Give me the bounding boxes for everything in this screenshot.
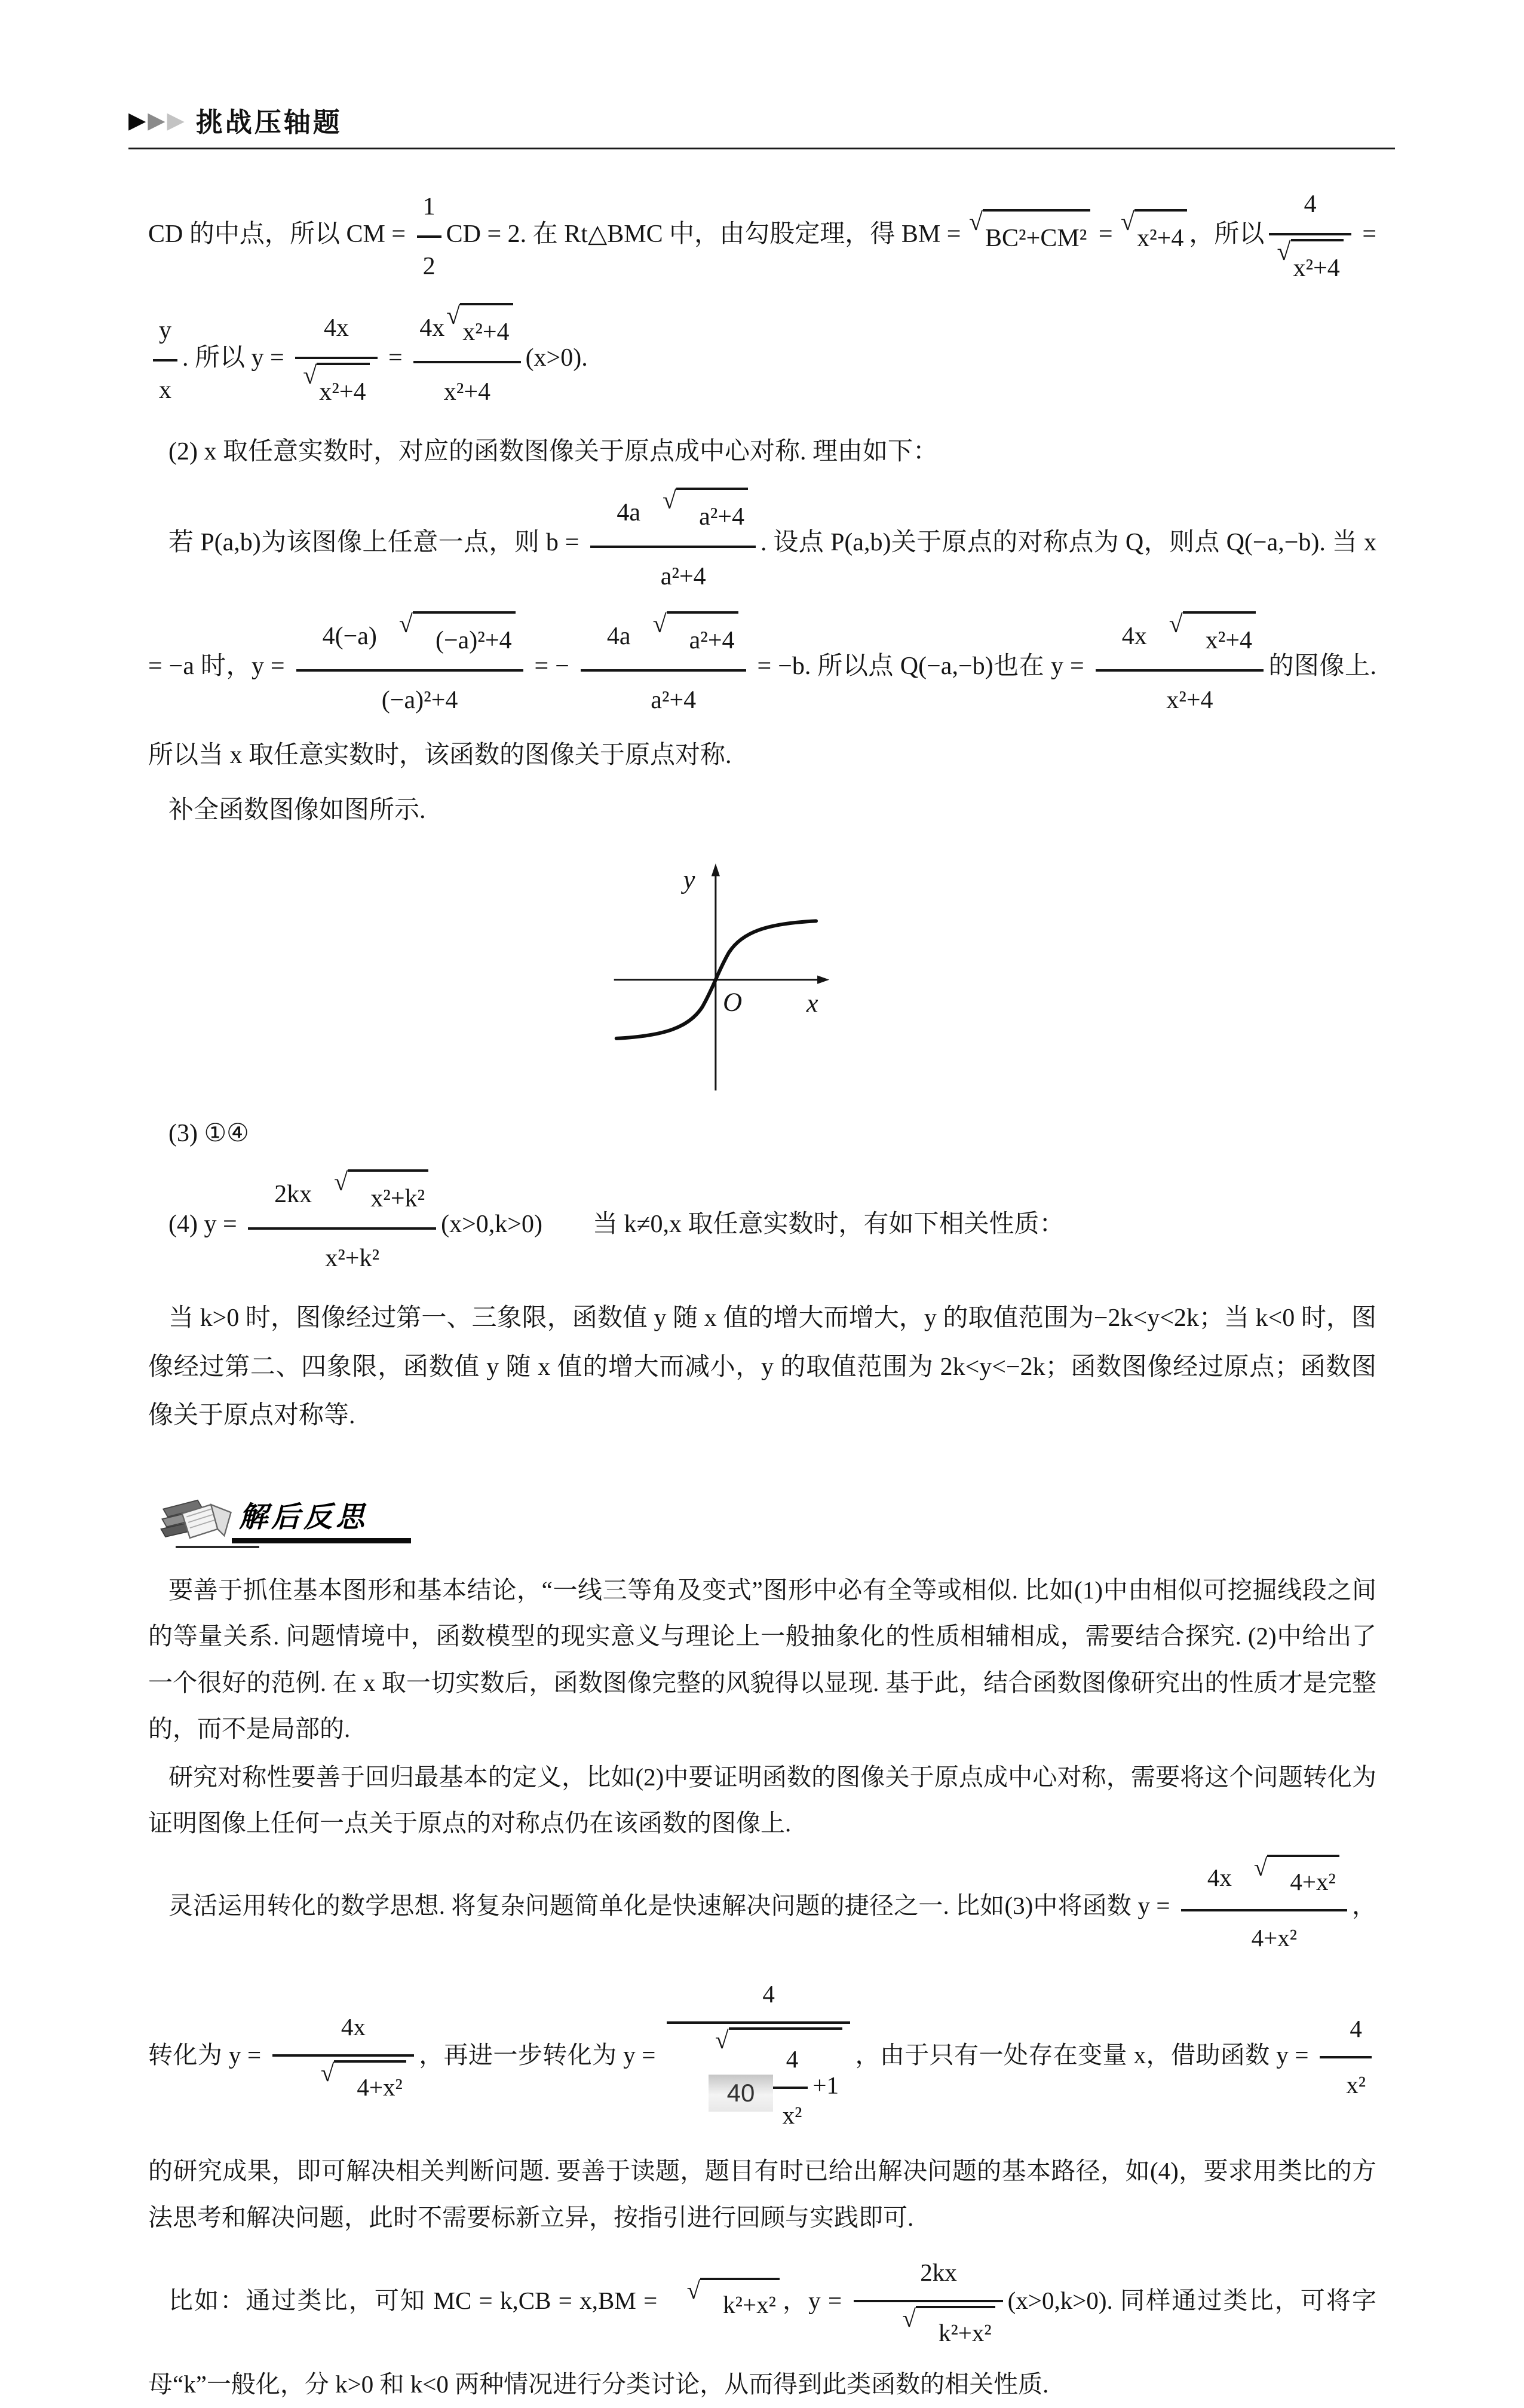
reflection-title: 解后反思	[239, 1502, 369, 1534]
radicand	[1291, 239, 1344, 293]
radical-sign-icon: √	[686, 2277, 701, 2305]
radicand	[983, 209, 1090, 264]
fraction-numerator	[296, 611, 523, 672]
math-fraction	[1096, 611, 1264, 725]
y-axis-arrow	[712, 863, 720, 876]
math-fraction	[413, 303, 520, 417]
text-run: CD = 2. 在 Rt△BMC 中，由勾股定理，得 BM =	[446, 220, 967, 249]
math-fraction	[295, 303, 377, 417]
x-axis-label: x	[806, 988, 818, 1018]
paragraph-solution-5: (3) ①④	[168, 1119, 249, 1147]
text-run: CD 的中点，所以 CM =	[148, 220, 412, 249]
math-fraction	[854, 2250, 1002, 2357]
text-run: x²+4	[462, 318, 510, 346]
fraction-numerator	[295, 303, 377, 359]
text-run: x²+k²	[325, 1244, 380, 1272]
paragraph-solution-4: 补全函数图像如图所示.	[168, 796, 426, 824]
radicand	[1183, 611, 1256, 666]
page-number-badge: 40	[709, 2075, 773, 2112]
text-run: 2kx	[920, 2259, 957, 2287]
text-run: a²+4	[689, 626, 735, 654]
origin-label: O	[723, 987, 743, 1017]
text-run: 4+x²	[357, 2073, 403, 2101]
text-run: 4+x²	[1290, 1867, 1336, 1895]
text-run: . 设点 P(a,b)关于原点的对称点为 Q，则点 Q(−a,−b). 当 x = −a 时，y =	[148, 529, 1376, 681]
fraction-numerator	[1269, 179, 1351, 235]
fraction-denominator	[296, 672, 523, 725]
math-radical	[303, 363, 369, 417]
radicand	[348, 1169, 428, 1224]
text-run: k²+x²	[723, 2291, 776, 2319]
fraction-denominator	[153, 361, 177, 415]
text-run: (−a)²+4	[435, 626, 512, 654]
header-divider	[128, 148, 1395, 149]
math-fraction	[1181, 1855, 1347, 1962]
fraction-numerator	[417, 182, 441, 238]
fraction-numerator	[1181, 1855, 1347, 1911]
text-run: x²+4	[1166, 686, 1213, 714]
text-run: 4x	[1121, 623, 1147, 651]
paragraph-reflection-2: 研究对称性要善于回归最基本的定义，比如(2)中要证明函数的图像关于原点成中心对称，需要将这个问题转化为证明图像上任何一点关于原点的对称点仍在该函数的图像上.	[148, 1763, 1376, 1837]
radicand	[413, 611, 516, 666]
text-run: 4a	[617, 499, 641, 527]
text-run: 4x	[341, 2012, 366, 2041]
text-run: 1	[422, 192, 436, 220]
fraction-numerator	[272, 2004, 414, 2057]
text-run: 若 P(a,b)为该图像上任意一点，则 b =	[168, 529, 586, 557]
fraction-denominator	[248, 1230, 436, 1283]
fraction-numerator	[667, 1971, 850, 2024]
radical-sign-icon: √	[715, 2026, 729, 2054]
text-run: k²+x²	[938, 2319, 992, 2347]
fraction-numerator	[248, 1169, 436, 1230]
paragraph-reflection-4	[148, 2245, 1376, 2408]
fraction-denominator	[413, 363, 520, 417]
text-run: 灵活运用转化的数学思想. 将复杂问题简单化是快速解决问题的捷径之一. 比如(3)中将函数 y =	[168, 1891, 1176, 1919]
text-run: BC²+CM²	[985, 225, 1087, 252]
math-radical	[882, 2306, 995, 2357]
triangle-marker-icon: ▶	[167, 106, 185, 133]
math-fraction	[248, 1169, 436, 1283]
math-radical	[1277, 239, 1343, 293]
text-run: ，所以	[1189, 220, 1265, 249]
text-run: ，再进一步转化为 y =	[418, 2041, 663, 2069]
fraction-denominator	[1269, 235, 1351, 293]
math-fraction	[581, 611, 746, 725]
text-run: x²+4	[1137, 225, 1184, 252]
math-fraction	[153, 305, 177, 415]
fraction-denominator	[295, 359, 377, 417]
math-fraction	[272, 2004, 414, 2111]
paragraph-solution-6	[148, 1165, 1376, 1288]
math-radical	[1149, 611, 1256, 666]
radical-sign-icon: √	[902, 2305, 916, 2333]
text-run: x²+4	[1293, 255, 1340, 282]
radical-sign-icon: √	[652, 610, 667, 638]
page-title: 挑战压轴题	[195, 107, 342, 137]
paragraph-solution-1	[148, 174, 1376, 422]
textbook-page	[0, 100, 1524, 2398]
reflection-header	[148, 1468, 1376, 1547]
paragraph-solution-2: (2) x 取任意实数时，对应的函数图像关于原点成中心对称. 理由如下：	[168, 438, 938, 465]
radical-sign-icon: √	[968, 209, 983, 236]
fraction-denominator	[417, 238, 441, 292]
books-shadow-line	[176, 1546, 259, 1548]
radicand	[676, 488, 748, 542]
radicand	[460, 303, 513, 357]
radicand	[1267, 1855, 1339, 1905]
fraction-numerator	[590, 488, 756, 548]
text-run: a²+4	[660, 562, 706, 590]
math-fraction	[590, 488, 756, 602]
triangle-marker-icon: ▶	[148, 106, 165, 133]
function-graph	[602, 856, 841, 1092]
math-radical	[633, 611, 738, 666]
text-run: x²+4	[1205, 626, 1253, 654]
radical-sign-icon: √	[446, 302, 461, 330]
text-run: 比如：通过类比，可知 MC = k,CB = x,BM =	[168, 2287, 665, 2315]
math-fraction	[1320, 2006, 1372, 2109]
text-run: x²	[782, 2101, 802, 2129]
text-run: =	[382, 344, 409, 372]
radicand	[317, 363, 369, 417]
text-run: 4a	[606, 623, 631, 651]
fraction-denominator	[581, 672, 746, 725]
text-run: 4x	[419, 314, 445, 342]
math-radical	[446, 303, 513, 357]
paragraph-reflection-1: 要善于抓住基本图形和基本结论，“一线三等角及变式”图形中必有全等或相似. 比如(1)中由相似可挖掘线段之间的等量关系. 问题情境中，函数模型的现实意义与理论上一般抽象化的性质相辅相成，需要结合探究. (2)中给出了一个很好的范例. 在 x 取一切实数后，函数图像完整的风貌得以显现. 基于此，结合函数图像研究出的性质才是完整的，而不是局部的.	[148, 1576, 1376, 1742]
text-run: 4	[762, 1980, 775, 2008]
radicand	[334, 2060, 406, 2111]
text-run: x	[159, 376, 171, 404]
text-run: (x>0).	[525, 344, 588, 372]
fraction-denominator	[1320, 2058, 1372, 2109]
math-fraction	[1269, 179, 1351, 293]
fraction-denominator	[854, 2302, 1002, 2357]
math-fraction	[296, 611, 523, 725]
fraction-numerator	[1320, 2006, 1372, 2058]
math-radical	[1234, 1855, 1339, 1905]
math-radical	[667, 2278, 780, 2329]
math-radical	[969, 209, 1090, 264]
text-run: x²+4	[319, 378, 366, 406]
fraction-denominator	[1181, 1911, 1347, 1962]
text-run: ，转化为 y =	[148, 1891, 1376, 2069]
fraction-denominator	[272, 2057, 414, 2111]
function-graph-figure	[602, 856, 841, 1092]
text-run: . 所以 y =	[182, 344, 291, 372]
text-run: (−a)²+4	[381, 686, 458, 714]
text-run: y	[159, 316, 171, 344]
text-run: 的研究成果，即可解决相关判断问题. 要善于读题，题目有时已给出解决问题的基本路径，如(4)，要求用类比的方法思考和解决问题，此时不需要标新立异，按指引进行回顾与实践即可.	[148, 2157, 1376, 2232]
text-run: x²+k²	[370, 1184, 425, 1212]
page-header	[128, 100, 1524, 139]
text-run: 4x	[323, 314, 349, 342]
radical-sign-icon: √	[303, 362, 317, 390]
math-fraction	[417, 182, 441, 292]
text-run: (x>0,k>0). 同样通过类比，可将字母“k”一般化，分 k>0 和 k<0 两种情况进行分类讨论，从而得到此类函数的相关性质.	[148, 2287, 1376, 2398]
radicand	[700, 2278, 780, 2329]
fraction-denominator	[590, 548, 756, 602]
math-radical	[300, 2060, 406, 2111]
text-run: 4x	[1207, 1863, 1232, 1891]
y-axis-label: y	[683, 864, 695, 894]
text-run: 2kx	[274, 1180, 312, 1208]
radicand	[1134, 209, 1187, 264]
radical-sign-icon: √	[663, 486, 677, 514]
radicand	[916, 2306, 995, 2357]
radical-sign-icon: √	[398, 610, 413, 638]
text-run: 4+x²	[1251, 1923, 1298, 1951]
text-run: x²+4	[443, 378, 491, 406]
math-radical	[642, 488, 748, 542]
radical-sign-icon: √	[320, 2058, 335, 2087]
math-radical	[1121, 209, 1187, 264]
text-run: a²+4	[699, 503, 744, 531]
text-run: +1	[812, 2070, 839, 2098]
paragraph-solution-7: 当 k>0 时，图像经过第一、三象限，函数值 y 随 x 值的增大而增大，y 的取值范围为−2k<y<2k；当 k<0 时，图像经过第二、四象限，函数值 y 随 x 值的增大而减小，y 的取值范围为 2k<y<−2k；函数图像经过原点；函数图像关于原点对称等.	[148, 1304, 1376, 1430]
solution-content	[148, 174, 1376, 1441]
reflection-section	[148, 1468, 1376, 2408]
radical-sign-icon: √	[1277, 238, 1291, 266]
math-fraction	[667, 1971, 850, 2144]
books-icon	[158, 1482, 235, 1545]
fraction-numerator	[854, 2250, 1002, 2302]
text-run: =	[1092, 220, 1120, 249]
fraction-denominator	[1096, 672, 1264, 725]
radical-sign-icon: √	[1169, 610, 1183, 638]
text-run: = −	[528, 652, 576, 681]
text-run: =	[1356, 220, 1377, 249]
radical-sign-icon: √	[1253, 1853, 1268, 1881]
text-run: 4	[1304, 191, 1317, 218]
math-radical	[314, 1169, 428, 1224]
text-run: 的图像上. 所以当 x 取任意实数时，该函数的图像关于原点对称.	[148, 652, 1376, 769]
text-run: ，y =	[781, 2287, 850, 2315]
text-run: 2	[422, 252, 436, 280]
paragraph-solution-3	[148, 483, 1376, 780]
text-run: a²+4	[651, 686, 697, 714]
text-run: = −b. 所以点 Q(−a,−b)也在 y =	[750, 652, 1091, 681]
text-run: (4) y =	[168, 1210, 244, 1238]
x-axis-arrow	[817, 975, 829, 984]
reflection-title-underline	[232, 1538, 411, 1543]
fraction-numerator	[413, 303, 520, 363]
paragraph-reflection-3	[148, 1850, 1376, 2241]
fraction-numerator	[153, 305, 177, 361]
fraction-numerator	[581, 611, 746, 672]
text-run: ，由于只有一处存在变量 x，借助函数 y =	[855, 2041, 1316, 2069]
text-run: 4	[1350, 2015, 1362, 2043]
text-run: 4(−a)	[322, 623, 377, 651]
fraction-numerator	[1096, 611, 1264, 672]
radical-sign-icon: √	[1121, 209, 1135, 236]
text-run: (x>0,k>0) 当 k≠0,x 取任意实数时，有如下相关性质：	[441, 1210, 1065, 1238]
radicand	[667, 611, 738, 666]
text-run: x²	[1346, 2071, 1366, 2099]
radical-sign-icon: √	[334, 1168, 348, 1196]
triangle-marker-icon: ▶	[128, 106, 146, 133]
text-run: 4	[786, 2045, 799, 2073]
math-radical	[379, 611, 516, 666]
